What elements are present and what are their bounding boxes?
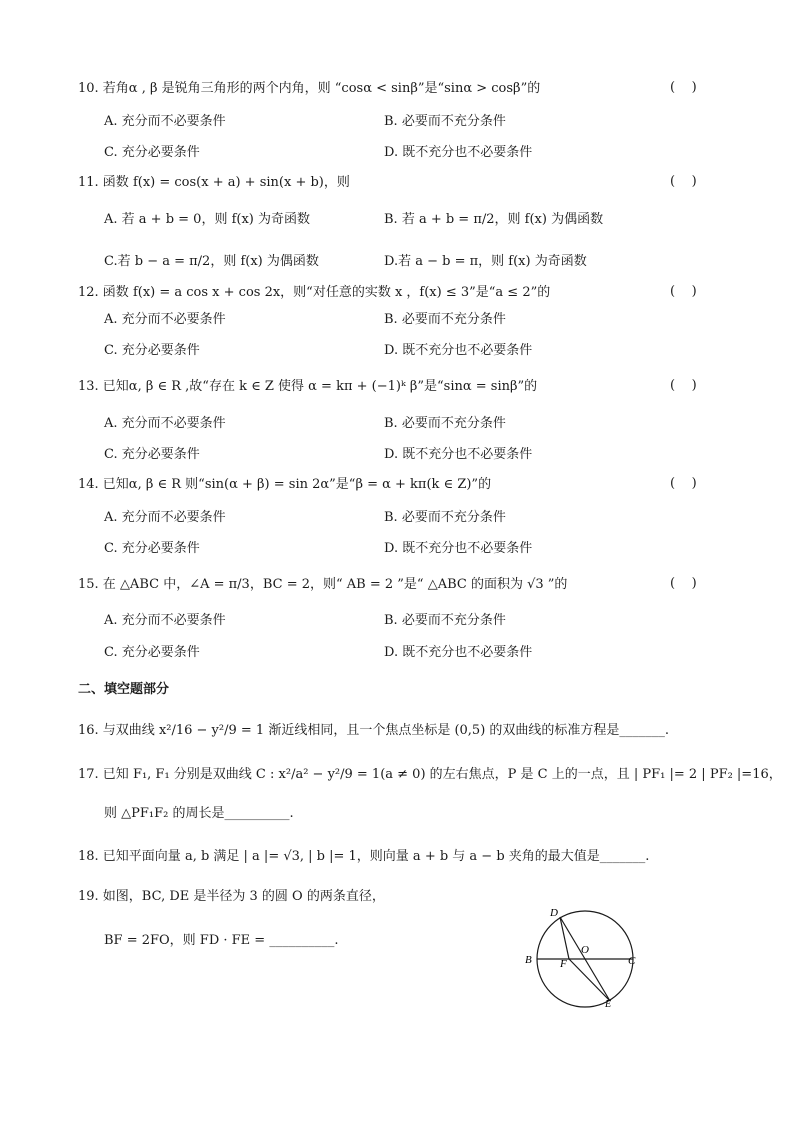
q13-stem: 13. 已知α, β ∈ R ,故“存在 k ∈ Z 使得 α = kπ + (−1)ᵏ β”是“sinα = sinβ”的 [78,379,538,394]
q14-answer-bracket: ( ) [670,476,697,491]
label-o: O [581,944,589,956]
q10-option-c: C. 充分必要条件 [104,145,200,160]
q13-option-a: A. 充分而不必要条件 [104,416,226,431]
q12-option-c: C. 充分必要条件 [104,343,200,358]
label-e: E [605,999,612,1008]
q15-answer-bracket: ( ) [670,576,697,591]
q10-option-d: D. 既不充分也不必要条件 [384,145,533,160]
q16-text: 16. 与双曲线 x²/16 − y²/9 = 1 渐近线相同，且一个焦点坐标是 (0,5) 的双曲线的标准方程是_______. [78,723,670,738]
q12-option-b: B. 必要而不充分条件 [384,312,506,327]
q12-option-a: A. 充分而不必要条件 [104,312,226,327]
q12-option-d: D. 既不充分也不必要条件 [384,343,533,358]
q14-option-d: D. 既不充分也不必要条件 [384,541,533,556]
section-title-fill-in: 二、填空题部分 [78,682,170,697]
q11-option-c: C.若 b − a = π/2，则 f(x) 为偶函数 [104,254,319,269]
q14-option-c: C. 充分必要条件 [104,541,200,556]
q11-answer-bracket: ( ) [670,174,697,189]
q11-option-d: D.若 a − b = π，则 f(x) 为奇函数 [384,254,587,269]
q18-text: 18. 已知平面向量 a, b 满足 | a |= √3, | b |= 1，则向量 a + b 与 a − b 夹角的最大值是_______. [78,849,650,864]
q15-option-d: D. 既不充分也不必要条件 [384,645,533,660]
q17-text-line2: 则 △PF₁F₂ 的周长是__________. [104,806,294,821]
q14-stem: 14. 已知α, β ∈ R 则“sin(α + β) = sin 2α”是“β = α + kπ(k ∈ Z)”的 [78,477,492,492]
q13-option-d: D. 既不充分也不必要条件 [384,447,533,462]
q15-option-a: A. 充分而不必要条件 [104,613,226,628]
q11-option-b: B. 若 a + b = π/2，则 f(x) 为偶函数 [384,212,604,227]
segment-fe [569,959,610,1001]
label-b: B [525,954,532,966]
q13-option-b: B. 必要而不充分条件 [384,416,506,431]
label-c: C [628,955,636,967]
q13-option-c: C. 充分必要条件 [104,447,200,462]
q15-option-c: C. 充分必要条件 [104,645,200,660]
q14-option-b: B. 必要而不充分条件 [384,510,506,525]
q19-text-line1: 19. 如图，BC, DE 是半径为 3 的圆 O 的两条直径， [78,889,385,904]
q15-stem: 15. 在 △ABC 中，∠A = π/3，BC = 2，则“ AB = 2 ”是“ △ABC 的面积为 √3 ”的 [78,577,568,592]
q10-option-a: A. 充分而不必要条件 [104,114,226,129]
circle-diameter-figure [518,902,648,1008]
q14-option-a: A. 充分而不必要条件 [104,510,226,525]
q19-text-line2: BF = 2FO，则 FD · FE = __________. [104,933,339,948]
q10-answer-bracket: ( ) [670,80,697,95]
q15-option-b: B. 必要而不充分条件 [384,613,506,628]
label-f: F [560,958,567,970]
q17-text-line1: 17. 已知 F₁, F₁ 分别是双曲线 C : x²/a² − y²/9 = 1(a ≠ 0) 的左右焦点，P 是 C 上的一点，且 | PF₁ |= 2 | PF₂ |=16， [78,767,782,782]
q12-stem: 12. 函数 f(x) = a cos x + cos 2x，则“对任意的实数 x ，f(x) ≤ 3”是“a ≤ 2”的 [78,285,551,300]
label-d: D [550,907,558,919]
q10-stem: 10. 若角α , β 是锐角三角形的两个内角，则 “cosα < sinβ”是“sinα > cosβ”的 [78,81,541,96]
q11-option-a: A. 若 a + b = 0，则 f(x) 为奇函数 [104,212,310,227]
q13-answer-bracket: ( ) [670,378,697,393]
segment-fd [560,917,569,959]
q11-stem: 11. 函数 f(x) = cos(x + a) + sin(x + b)，则 [78,175,350,190]
q12-answer-bracket: ( ) [670,284,697,299]
q10-option-b: B. 必要而不充分条件 [384,114,506,129]
